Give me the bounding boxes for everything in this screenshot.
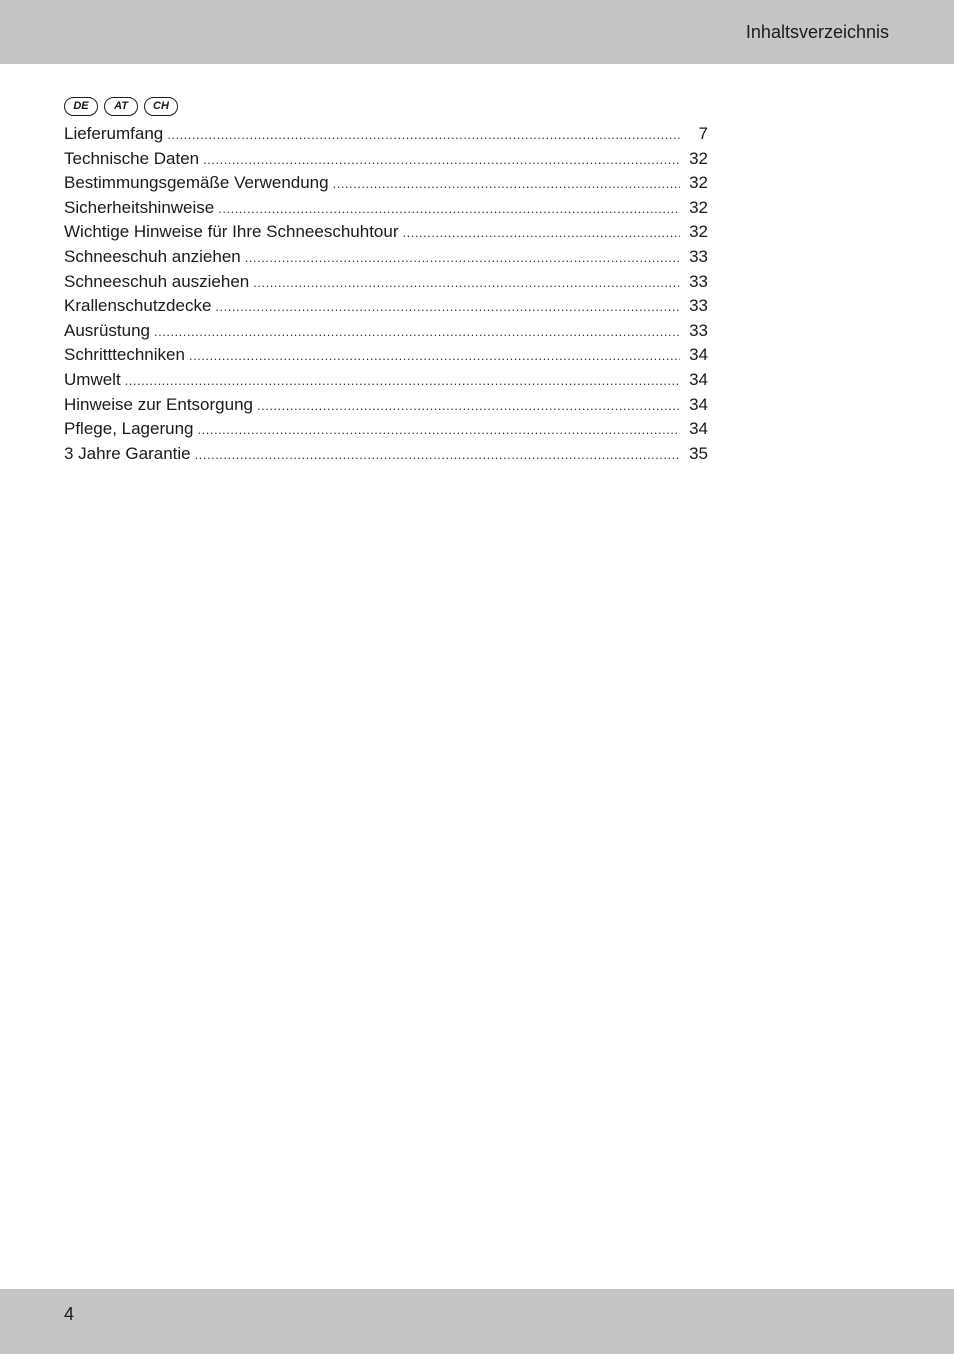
toc-entry-page: 34 bbox=[689, 394, 708, 414]
toc-entry-title: Lieferumfang bbox=[64, 124, 164, 143]
toc-entry-title: Sicherheitshinweise bbox=[64, 197, 215, 217]
footer-band bbox=[0, 1289, 954, 1354]
page-title: Inhaltsverzeichnis bbox=[745, 22, 889, 42]
toc-entry[interactable] bbox=[64, 245, 708, 270]
toc-entry-page: 33 bbox=[689, 271, 708, 291]
country-badge-ch: CH bbox=[144, 97, 178, 116]
table-of-contents bbox=[64, 122, 708, 466]
toc-entry[interactable] bbox=[64, 368, 708, 393]
toc-leader bbox=[195, 443, 680, 468]
toc-leader bbox=[403, 221, 681, 246]
toc-entry-page: 32 bbox=[689, 197, 708, 217]
toc-leader bbox=[167, 123, 680, 148]
toc-entry[interactable] bbox=[64, 417, 708, 442]
toc-entry[interactable] bbox=[64, 220, 708, 245]
toc-entry-page: 34 bbox=[689, 345, 708, 365]
toc-entry-page: 32 bbox=[689, 173, 708, 193]
toc-entry[interactable] bbox=[64, 270, 708, 295]
toc-entry-page: 32 bbox=[689, 148, 708, 168]
toc-entry[interactable] bbox=[64, 343, 708, 368]
toc-entry-page: 33 bbox=[689, 296, 708, 316]
toc-entry-page: 33 bbox=[689, 320, 708, 340]
toc-entry-title: Krallenschutzdecke bbox=[64, 296, 212, 316]
toc-entry-page: 34 bbox=[689, 369, 708, 389]
toc-leader bbox=[253, 271, 680, 296]
toc-leader bbox=[189, 344, 680, 369]
toc-entry-title: Schneeschuh ausziehen bbox=[64, 271, 250, 291]
toc-entry[interactable] bbox=[64, 294, 708, 319]
toc-entry[interactable] bbox=[64, 319, 708, 344]
toc-entry-title: Wichtige Hinweise für Ihre Schneeschuhtour bbox=[64, 222, 399, 242]
toc-entry[interactable] bbox=[64, 122, 708, 147]
toc-entry-title: Umwelt bbox=[64, 369, 121, 389]
toc-entry-page: 7 bbox=[698, 124, 708, 143]
toc-entry-page: 34 bbox=[689, 419, 708, 439]
toc-entry-page: 32 bbox=[689, 222, 708, 242]
toc-entry[interactable] bbox=[64, 147, 708, 172]
toc-leader bbox=[125, 369, 680, 394]
country-badge-de: DE bbox=[64, 97, 98, 116]
toc-leader bbox=[245, 246, 680, 271]
toc-entry[interactable] bbox=[64, 196, 708, 221]
toc-entry[interactable] bbox=[64, 393, 708, 418]
toc-entry-title: Technische Daten bbox=[64, 148, 200, 168]
toc-leader bbox=[333, 172, 680, 197]
toc-entry-title: Ausrüstung bbox=[64, 320, 150, 340]
toc-leader bbox=[218, 197, 680, 222]
toc-leader bbox=[203, 148, 680, 173]
toc-entry-page: 35 bbox=[689, 443, 708, 463]
toc-entry-title: Pflege, Lagerung bbox=[64, 419, 194, 439]
country-badge-at: AT bbox=[104, 97, 138, 116]
toc-entry-title: Bestimmungsgemäße Verwendung bbox=[64, 173, 329, 193]
toc-entry-title: Schritttechniken bbox=[64, 345, 185, 365]
toc-entry[interactable] bbox=[64, 442, 708, 467]
page-number: 4 bbox=[64, 1304, 75, 1324]
toc-entry-title: 3 Jahre Garantie bbox=[64, 443, 191, 463]
toc-entry-page: 33 bbox=[689, 246, 708, 266]
toc-entry[interactable] bbox=[64, 171, 708, 196]
header-band bbox=[0, 0, 954, 64]
toc-entry-title: Hinweise zur Entsorgung bbox=[64, 394, 253, 414]
toc-leader bbox=[198, 418, 681, 443]
country-badges bbox=[64, 97, 178, 116]
toc-leader bbox=[257, 394, 680, 419]
toc-leader bbox=[154, 320, 680, 345]
toc-entry-title: Schneeschuh anziehen bbox=[64, 246, 241, 266]
toc-leader bbox=[215, 295, 680, 320]
